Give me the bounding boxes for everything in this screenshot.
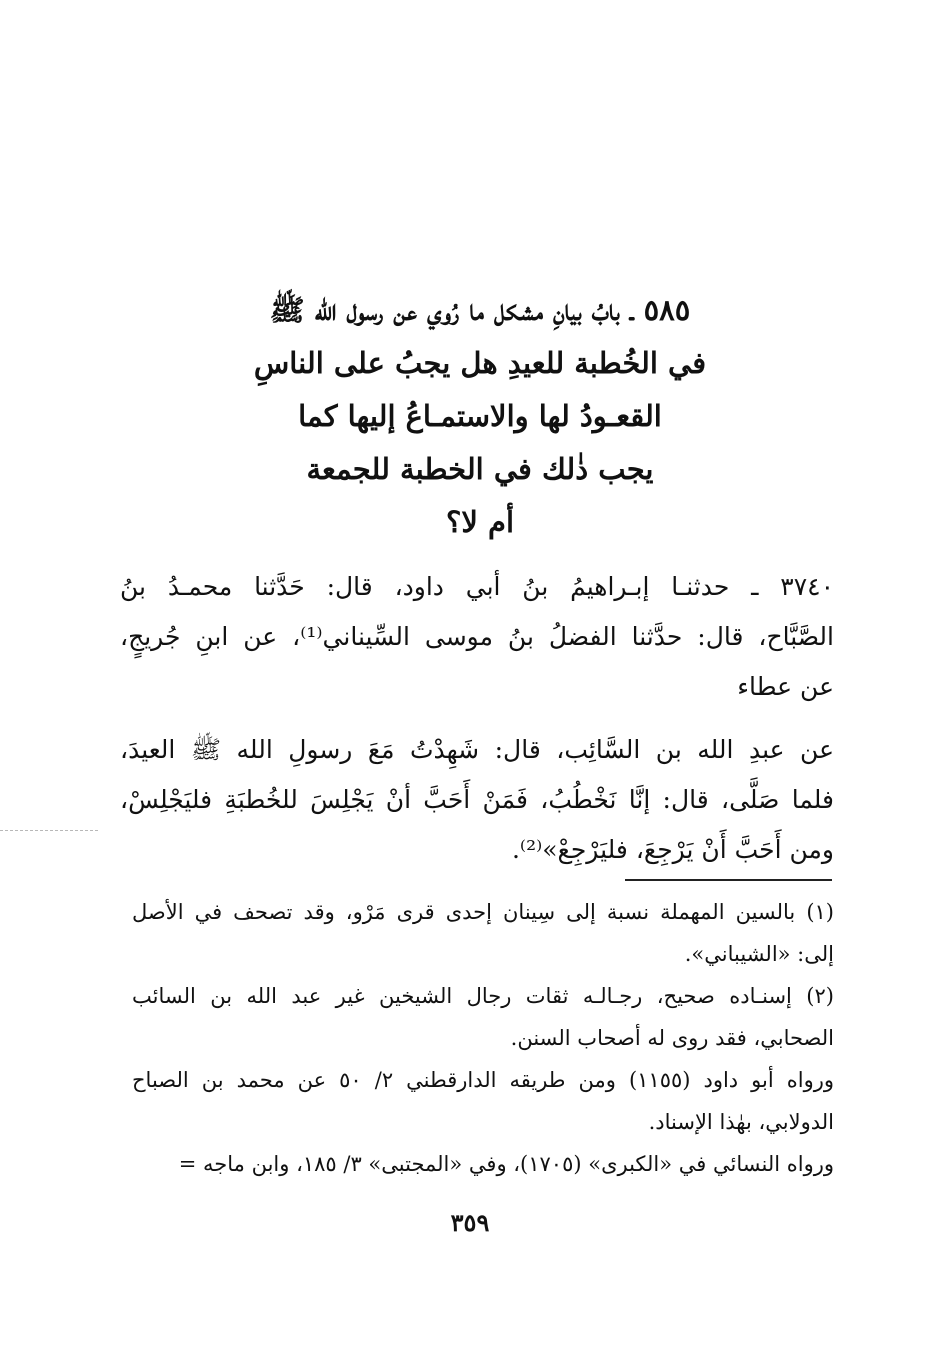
footnotes bbox=[132, 891, 834, 1185]
text-line: ومن أَحَبَّ أَنْ يَرْجِعَ، فليَرْجِعْ»⁽²⁾. bbox=[511, 835, 834, 864]
text-line: عن عبدِ الله بن السَّائِب، قال: شَهِدْتُ مَعَ رسولِ الله ﷺ العيدَ، bbox=[120, 735, 834, 764]
footnote-2 bbox=[132, 975, 834, 1059]
footnote-line: (٢) إسنـاده صحيح، رجـالـه ثقات رجال الشيخين غير عبد الله بن السائب bbox=[132, 984, 834, 1008]
hadith-isnad-paragraph bbox=[120, 562, 834, 712]
footnote-line: ورواه النسائي في «الكبرى» (١٧٠٥)، وفي «المجتبى» ٣/ ١٨٥، وابن ماجه = bbox=[178, 1152, 834, 1176]
chapter-heading bbox=[130, 284, 830, 549]
text-line: ٣٧٤٠ ـ حدثنـا إبـراهيمُ بنُ أبي داود، قال: حَدَّثنا محمـدُ بنُ bbox=[120, 572, 834, 601]
page-number: ٣٥٩ bbox=[450, 1208, 490, 1237]
footnote-line: إلى: «الشيباني». bbox=[684, 942, 834, 966]
margin-dashes bbox=[0, 830, 98, 831]
chapter-heading-line: في الخُطبة للعيدِ هل يجبُ على الناسِ bbox=[253, 346, 707, 380]
footnote-line: الدولابي، بهٰذا الإسناد. bbox=[648, 1110, 834, 1134]
footnote-2-continued bbox=[132, 1059, 834, 1143]
footnote-line: (١) بالسين المهملة نسبة إلى سِينان إحدى قرى مَرْو، وقد تصحف في الأصل bbox=[132, 900, 834, 924]
footnote-1 bbox=[132, 891, 834, 975]
footnote-line: ورواه أبو داود (١١٥٥) ومن طريقه الدارقطني ٢/ ٥٠ عن محمد بن الصباح bbox=[132, 1068, 834, 1092]
text-line: الصَّبَّاح، قال: حدَّثنا الفضلُ بنُ موسى السِّيناني⁽¹⁾، عن ابنِ جُريجٍ، bbox=[120, 622, 834, 651]
chapter-heading-line: القعـودُ لها والاستمـاعُ إليها كما bbox=[298, 399, 662, 433]
footnote-separator bbox=[625, 879, 832, 881]
chapter-heading-line: أم لا؟ bbox=[445, 505, 515, 539]
text-line: فلما صَلَّى، قال: إنَّا نَخْطُبُ، فَمَنْ أَحَبَّ أنْ يَجْلِسَ للخُطبَةِ فليَجْلِسْ، bbox=[120, 785, 834, 814]
footnote-2-continued bbox=[132, 1143, 834, 1185]
hadith-matn-paragraph bbox=[120, 725, 834, 875]
chapter-heading-line: يجب ذٰلك في الخطبة للجمعة bbox=[306, 452, 654, 486]
text-line: عن عطاء bbox=[737, 672, 834, 701]
footnote-line: الصحابي، فقد روى له أصحاب السنن. bbox=[510, 1026, 834, 1050]
chapter-heading-line: ٥٨٥ ـ بابُ بيانِ مشكل ما رُوي عن رسول الله ﷺ bbox=[269, 293, 691, 327]
